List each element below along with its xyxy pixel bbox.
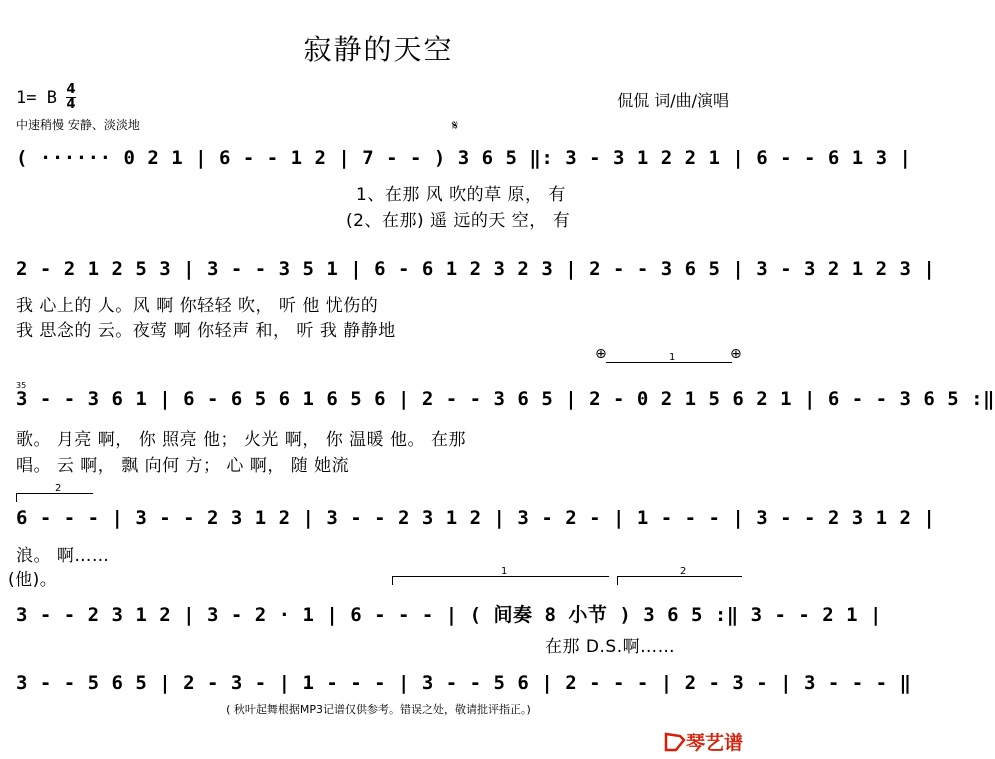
lyric-row-2-verse-2: 我 思念的 云。夜莺 啊 你轻声 和， 听 我 静静地	[16, 321, 396, 341]
coda-bracket: 1	[606, 362, 732, 363]
segno-icon: 𝄋	[452, 118, 459, 134]
lyric-row-3-verse-2: 唱。 云 啊， 飘 向何 方； 心 啊， 随 她流	[16, 456, 350, 476]
lyric-row-5-line-1: 在那 D.S.啊……	[545, 637, 676, 657]
brand-logo	[664, 728, 743, 755]
brand-name: 琴艺谱	[685, 732, 743, 754]
meter-top: 4	[66, 82, 76, 97]
staff-row-5: 3 - - 2 3 1 2 | 3 - 2 · 1 | 6 - - - | ( 间奏 8 小节 ) 3 6 5 :‖ 3 - - 2 1 |	[16, 604, 882, 626]
staff-row-6: 3 - - 5 6 5 | 2 - 3 - | 1 - - - | 3 - - 5 6 | 2 - - - | 2 - 3 - | 3 - - - ‖	[16, 672, 912, 694]
key-signature: 1= B	[16, 88, 57, 108]
volta-2b-bracket: 2	[617, 576, 742, 585]
staff-row-4: 6 - - - | 3 - - 2 3 1 2 | 3 - - 2 3 1 2 | 3 - 2 - | 1 - - - | 3 - - 2 3 1 2 |	[16, 507, 936, 529]
lyric-row-1-verse-2: (2、在那) 遥 远的天 空， 有	[346, 211, 571, 231]
staff-row-1: ( ······ 0 2 1 | 6 - - 1 2 | 7 - - ) 3 6 5 ‖: 3 - 3 1 2 2 1 | 6 - - 6 1 3 |	[16, 147, 912, 169]
lyric-row-3-verse-1: 歌。 月亮 啊， 你 照亮 他； 火光 啊， 你 温暖 他。 在那	[16, 430, 466, 450]
footer-note: ( 秋叶起舞根据MP3记谱仅供参考。错误之处，敬请批评指正。)	[226, 703, 531, 716]
time-signature	[66, 84, 76, 111]
staff-row-3: 3 - - 3 6 1 | 6 - 6 5 6 1 6 5 6 | 2 - - 3 6 5 | 2 - 0 2 1 5 6 2 1 | 6 - - 3 6 5 :‖	[16, 388, 995, 410]
lyric-row-2-verse-1: 我 心上的 人。风 啊 你轻轻 吹， 听 他 忧伤的	[16, 296, 379, 316]
author-credit: 侃侃 词/曲/演唱	[617, 91, 729, 110]
grace-note: 35	[16, 381, 27, 390]
coda-right-icon: ⊕	[730, 346, 742, 362]
volta-2-bracket: 2	[16, 493, 93, 502]
page-title: 寂静的天空	[303, 33, 454, 66]
piano-logo-icon	[664, 732, 686, 752]
volta-1-bracket: 1	[392, 576, 609, 585]
coda-left-icon: ⊕	[595, 346, 607, 362]
meter-bottom: 4	[66, 97, 76, 112]
lyric-row-1-verse-1: 1、在那 风 吹的草 原， 有	[356, 185, 566, 205]
lyric-row-4-line-2: (他)。	[8, 570, 58, 590]
lyric-row-4-line-1: 浪。 啊……	[16, 546, 110, 566]
staff-row-2: 2 - 2 1 2 5 3 | 3 - - 3 5 1 | 6 - 6 1 2 3 2 3 | 2 - - 3 6 5 | 3 - 3 2 1 2 3 |	[16, 258, 936, 280]
tempo-marking: 中速稍慢 安静、淡淡地	[16, 118, 140, 132]
